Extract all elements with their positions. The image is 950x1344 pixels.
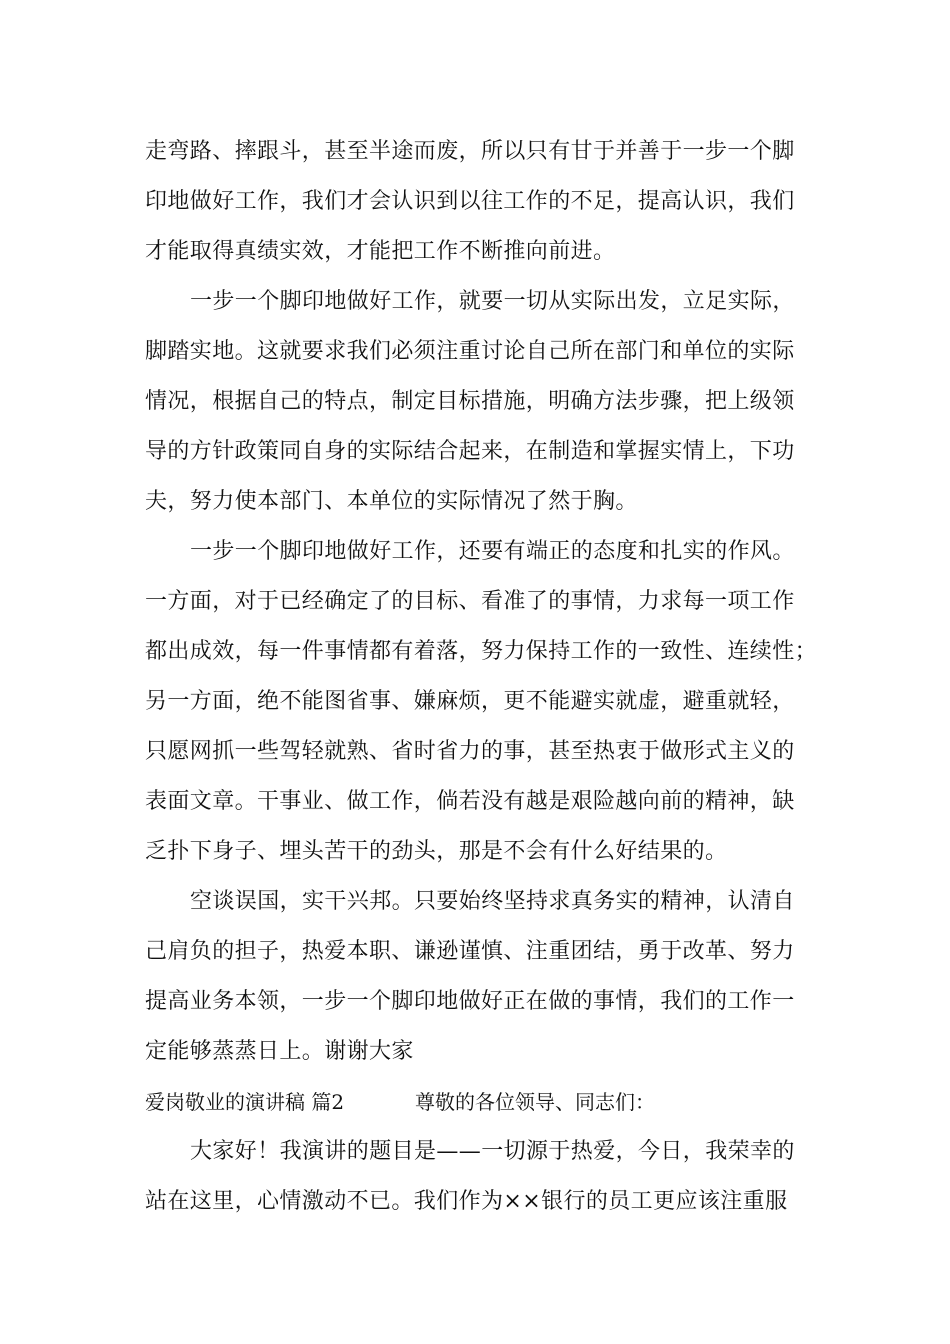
text-line: 提高业务本领，一步一个脚印地做好正在做的事情，我们的工作一 <box>145 989 795 1014</box>
text-line: 脚踏实地。这就要求我们必须注重讨论自己所在部门和单位的实际 <box>145 339 795 364</box>
text-line: 另一方面，绝不能图省事、嫌麻烦，更不能避实就虚，避重就轻， <box>145 689 795 714</box>
paragraph-first-line: 大家好！我演讲的题目是——一切源于热爱，今日，我荣幸的 <box>190 1139 795 1164</box>
text-line: 定能够蒸蒸日上。谢谢大家 <box>145 1039 414 1064</box>
text-line: 表面文章。干事业、做工作，倘若没有越是艰险越向前的精神，缺 <box>145 789 795 814</box>
section-title: 爱岗敬业的演讲稿 篇2 <box>145 1090 345 1114</box>
text-line: 都出成效，每一件事情都有着落，努力保持工作的一致性、连续性； <box>145 639 818 664</box>
text-line: 己肩负的担子，热爱本职、谦逊谨慎、注重团结，勇于改革、努力 <box>145 939 795 964</box>
text-line: 乏扑下身子、埋头苦干的劲头，那是不会有什么好结果的。 <box>145 839 728 864</box>
text-line: 夫，努力使本部门、本单位的实际情况了然于胸。 <box>145 489 638 514</box>
text-line: 情况，根据自己的特点，制定目标措施，明确方法步骤，把上级领 <box>145 389 795 414</box>
text-line: 只愿网抓一些驾轻就熟、省时省力的事，甚至热衷于做形式主义的 <box>145 739 795 764</box>
paragraph-first-line: 一步一个脚印地做好工作，就要一切从实际出发，立足实际， <box>190 289 795 314</box>
text-line: 一方面，对于已经确定了的目标、看准了的事情，力求每一项工作 <box>145 589 795 614</box>
paragraph-first-line: 空谈误国，实干兴邦。只要始终坚持求真务实的精神，认清自 <box>190 889 795 914</box>
text-line: 走弯路、摔跟斗，甚至半途而废，所以只有甘于并善于一步一个脚 <box>145 139 795 164</box>
text-line: 导的方针政策同自身的实际结合起来，在制造和掌握实情上，下功 <box>145 439 795 464</box>
salutation: 尊敬的各位领导、同志们： <box>415 1090 655 1114</box>
text-line: 印地做好工作，我们才会认识到以往工作的不足，提高认识，我们 <box>145 189 795 214</box>
paragraph-first-line: 一步一个脚印地做好工作，还要有端正的态度和扎实的作风。 <box>190 539 795 564</box>
text-line: 才能取得真绩实效，才能把工作不断推向前进。 <box>145 239 616 264</box>
text-line: 站在这里，心情激动不已。我们作为××银行的员工更应该注重服 <box>145 1189 788 1214</box>
